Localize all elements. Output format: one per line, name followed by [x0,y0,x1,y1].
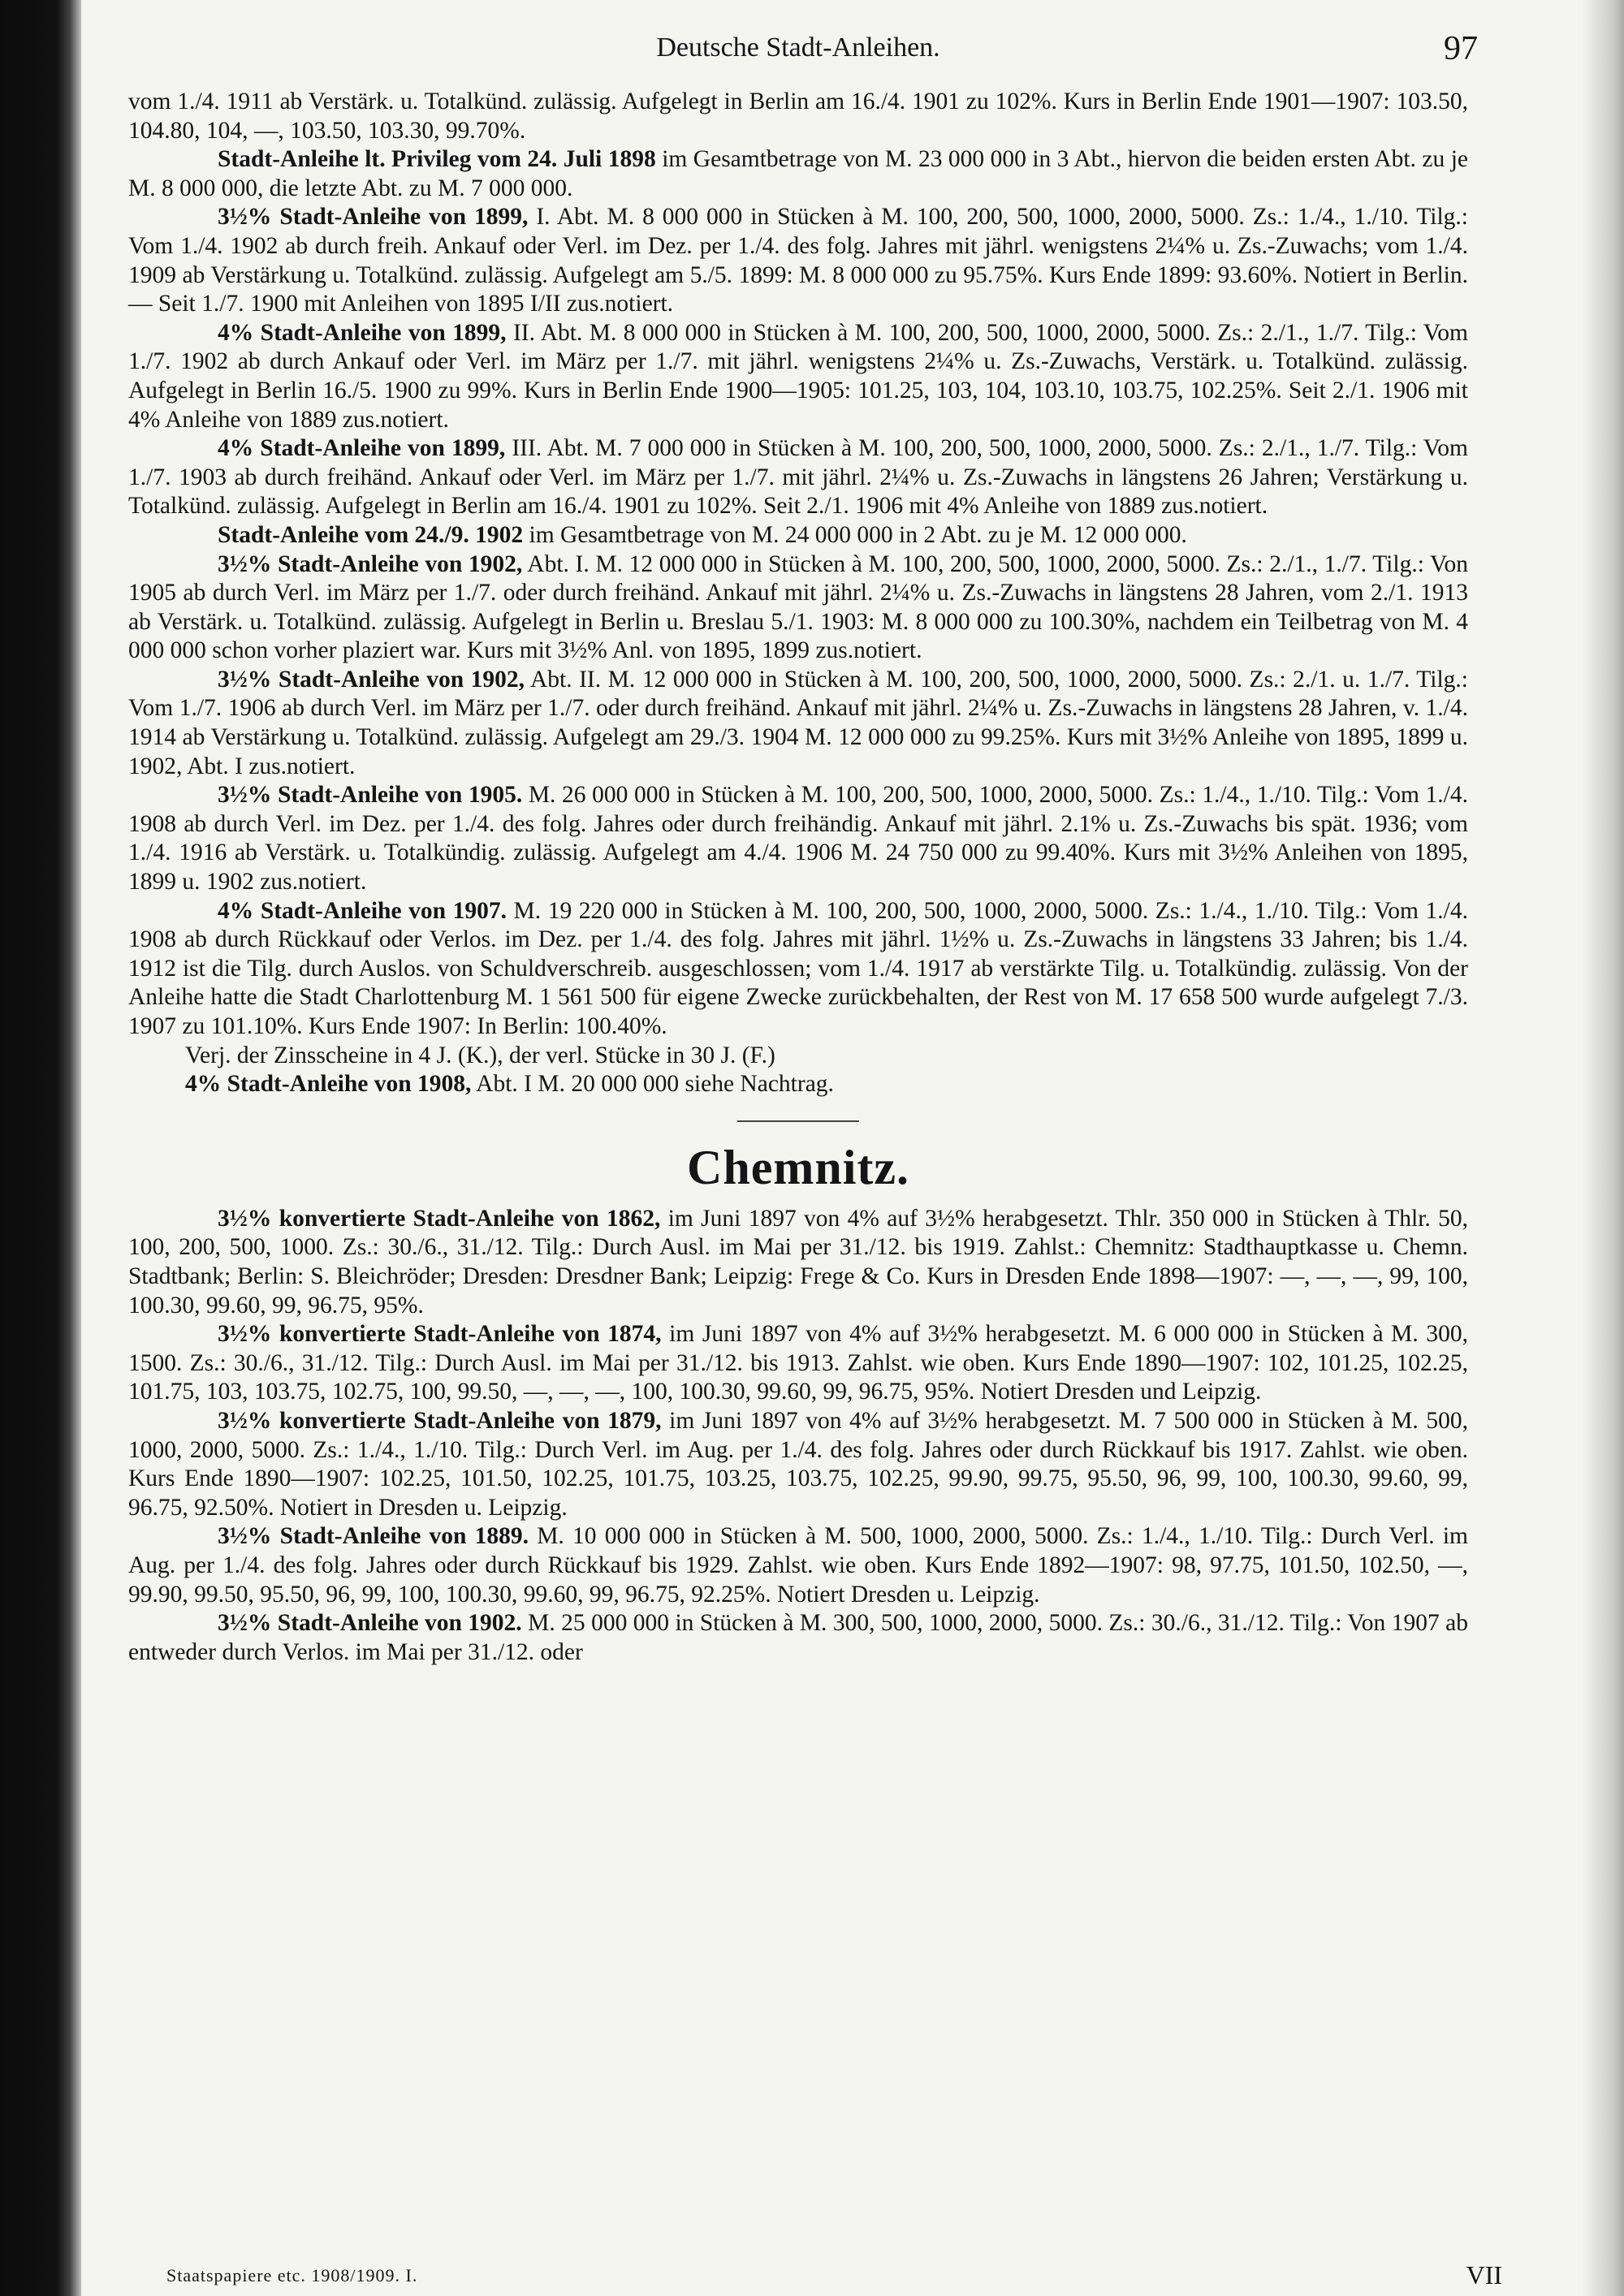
bond-text: im Juni 1897 von 4% auf 3½% herabgesetzt. M. 7 500 000 in Stücken à M. 500, 1000, 2000, 5000. Zs.: 1./4., 1./10. Tilg.: Durch Verl. im Aug. per 1./4. des folg. Jahres oder durch Rückkauf bis 1917. Zahlst. wie oben. Kurs Ende 1890—1907: 102.25, 101.50, 102.25, 101.75, 103.25, 103.75, 102.25, 99.90, 99.75, 95.50, 96, 99, 100, 100.30, 99.60, 99, 96.75, 92.50%. Notiert in Dresden u. Leipzig. [128,1407,1469,1521]
bond-title: 3½% Stadt-Anleihe von 1902, [218,666,525,693]
bond-text: im Juni 1897 von 4% auf 3½% herabgesetzt. M. 6 000 000 in Stücken à M. 300, 1500. Zs.: 30./6., 31./12. Tilg.: Durch Ausl. im Mai per 31./12. bis 1913. Zahlst. wie oben. Kurs Ende 1890—1907: 102, 101.25, 102.25, 101.75, 103, 103.75, 102.75, 100, 99.50, —, —, —, 100, 100.30, 99.60, 99, 96.75, 95%. Notiert Dresden und Leipzig. [128,1321,1469,1405]
bond-entry [128,521,1468,550]
bond-entry [128,666,1468,781]
bond-text: M. 19 220 000 in Stücken à M. 100, 200, 500, 1000, 2000, 5000. Zs.: 1./4., 1./10. Tilg.: Vom 1./4. 1908 ab durch Rückkauf oder Verlos. im Dez. per 1./4. des folg. Jahres mit jährl. 1½% u. Zs.-Zuwachs in längstens 33 Jahren; bis 1./4. 1912 ist die Tilg. durch Auslos. von Schuldverschreib. ausgeschlossen; vom 1./4. 1917 ab verstärkte Tilg. u. Totalkündig. zulässig. Von der Anleihe hatte die Stadt Charlottenburg M. 1 561 500 für eigene Zwecke zurückbehalten, der Rest von M. 17 658 500 wurde aufgelegt 7./3. 1907 zu 101.10%. Kurs Ende 1907: In Berlin: 100.40%. [128,897,1469,1039]
bond-text: III. Abt. M. 7 000 000 in Stücken à M. 100, 200, 500, 1000, 2000, 5000. Zs.: 2./1., 1./7. Tilg.: Vom 1./7. 1903 ab durch freihänd. Ankauf oder Verl. im März per 1./7. mit jährl. 2¼% u. Zs.-Zuwachs in längstens 26 Jahren; Verstärkung u. Totalkünd. zulässig. Aufgelegt in Berlin am 16./4. 1901 zu 102%. Seit 2./1. 1906 mit 4% Anleihe von 1889 zus.notiert. [128,435,1469,520]
bond-title: 3½% konvertierte Stadt-Anleihe von 1862, [218,1205,661,1232]
bond-text: II. Abt. M. 8 000 000 in Stücken à M. 100, 200, 500, 1000, 2000, 5000. Zs.: 2./1., 1./7. Tilg.: Vom 1./7. 1902 ab durch Ankauf oder Verl. im März per 1./7. mit jährl. wenigstens 2¼% u. Zs.-Zuwachs, Verstärk. u. Totalkünd. zulässig. Aufgelegt in Berlin 16./5. 1900 zu 99%. Kurs in Berlin Ende 1900—1905: 101.25, 103, 104, 103.10, 103.75, 102.25%. Seit 2./1. 1906 mit 4% Anleihe von 1889 zus.notiert. [128,319,1468,433]
bond-entry [128,550,1468,666]
bond-title: 3½% Stadt-Anleihe von 1889. [218,1523,529,1550]
bond-title: 3½% Stadt-Anleihe von 1902, [218,550,523,577]
page-edge-shadow [1582,0,1624,2296]
city-heading: Chemnitz. [687,1140,909,1194]
page-footer [166,2260,1502,2290]
bond-entry [128,897,1468,1042]
bond-entry [128,1609,1468,1667]
bond-text: Abt. I M. 20 000 000 siehe Nachtrag. [476,1071,834,1098]
bond-entry [128,1070,1468,1099]
bond-entry [128,145,1468,203]
sheet-mark: VII [1466,2260,1502,2290]
bond-text: im Juni 1897 von 4% auf 3½% herabgesetzt. Thlr. 350 000 in Stücken à Thlr. 50, 100, 200, 500, 1000. Zs.: 30./6., 31./12. Tilg.: Durch Ausl. im Mai per 31./12. bis 1919. Zahlst.: Chemnitz: Stadthauptkasse u. Chemn. Stadtbank; Berlin: S. Bleichröder; Dresden: Dresdner Bank; Leipzig: Frege & Co. Kurs in Dresden Ende 1898—1907: —, —, —, 99, 100, 100.30, 99.60, 99, 96.75, 95%. [128,1205,1469,1318]
bond-title: 4% Stadt-Anleihe von 1907. [218,897,507,924]
bond-title: 3½% konvertierte Stadt-Anleihe von 1874, [218,1321,662,1348]
book-binding-shadow [0,0,81,2296]
bond-entry [128,203,1468,318]
bond-title: 3½% Stadt-Anleihe von 1899, [218,204,529,231]
page-body [128,23,1478,1667]
bond-entry [128,1522,1468,1609]
bond-entry [128,319,1468,434]
running-title: Deutsche Stadt-Anleihen. [656,32,940,63]
section-divider [737,1120,859,1122]
bond-title: Stadt-Anleihe lt. Privileg vom 24. Juli 1898 [218,146,656,173]
bond-title: 4% Stadt-Anleihe von 1899, [218,435,506,462]
bond-text: I. Abt. M. 8 000 000 in Stücken à M. 100, 200, 500, 1000, 2000, 5000. Zs.: 1./4., 1./10. Tilg.: Vom 1./4. 1902 ab durch freih. Ankauf oder Verl. im Dez. per 1./4. des folg. Jahres mit jährl. wenigstens 2¼% u. Zs.-Zuwachs; vom 1./4. 1909 ab Verstärkung u. Totalkünd. zulässig. Aufgelegt am 5./5. 1899: M. 8 000 000 zu 95.75%. Kurs Ende 1899: 93.60%. Notiert in Berlin. — Seit 1./7. 1900 mit Anleihen von 1895 I/II zus.notiert. [128,204,1468,317]
bond-text: Abt. I. M. 12 000 000 in Stücken à M. 100, 200, 500, 1000, 2000, 5000. Zs.: 2./1., 1./7. Tilg.: Von 1905 ab durch Verl. im März per 1./7. oder durch freihänd. Ankauf mit jährl. 2¼% u. Zs.-Zuwachs in längstens 28 Jahren, vom 2./1. 1913 ab Verstärk. u. Totalkünd. zulässig. Aufgelegt in Berlin u. Breslau 5./1. 1903: M. 8 000 000 zu 100.30%, nachdem ein Teilbetrag von M. 4 000 000 schon vorher plaziert war. Kurs mit 3½% Anl. von 1895, 1899 zus.notiert. [128,550,1468,664]
bond-text: M. 10 000 000 in Stücken à M. 500, 1000, 2000, 5000. Zs.: 1./4., 1./10. Tilg.: Durch Verl. im Aug. per 1./4. des folg. Jahres oder durch Rückkauf bis 1929. Zahlst. wie oben. Kurs Ende 1892—1907: 98, 97.75, 101.50, 102.50, —, 99.90, 99.50, 95.50, 96, 99, 100, 100.30, 99.60, 99, 96.75, 92.25%. Notiert Dresden u. Leipzig. [128,1523,1468,1608]
running-header [128,23,1478,88]
bond-entry [128,1407,1468,1522]
bond-entry [128,1205,1468,1320]
bond-text: im Gesamtbetrage von M. 23 000 000 in 3 Abt., hiervon die beiden ersten Abt. zu je M. 8 000 000, die letzte Abt. zu M. 7 000 000. [128,146,1468,201]
continued-paragraph: vom 1./4. 1911 ab Verstärk. u. Totalkünd. zulässig. Aufgelegt in Berlin am 16./4. 1901 zu 102%. Kurs in Berlin Ende 1901—1907: 103.50, 104.80, 104, —, 103.50, 103.30, 99.70%. [128,88,1468,144]
page-number: 97 [1444,30,1478,67]
bond-text: M. 25 000 000 in Stücken à M. 300, 500, 1000, 2000, 5000. Zs.: 30./6., 31./12. Tilg.: Von 1907 ab entweder durch Verlos. im Mai per 31./12. oder [128,1610,1469,1665]
bond-entry [128,1320,1468,1407]
bond-title: 3½% Stadt-Anleihe von 1902. [218,1610,522,1637]
footer-signature: Staatspapiere etc. 1908/1909. I. [166,2265,418,2285]
bond-title: 4% Stadt-Anleihe von 1908, [185,1071,472,1098]
bond-title: 3½% Stadt-Anleihe von 1905. [218,782,523,809]
verjaehrung-note: Verj. der Zinsscheine in 4 J. (K.), der verl. Stücke in 30 J. (F.) [185,1042,775,1068]
bond-entry [128,434,1468,521]
bond-text: im Gesamtbetrage von M. 24 000 000 in 2 Abt. zu je M. 12 000 000. [529,521,1187,548]
bond-title: 3½% konvertierte Stadt-Anleihe von 1879, [218,1407,662,1434]
bond-text: M. 26 000 000 in Stücken à M. 100, 200, 500, 1000, 2000, 5000. Zs.: 1./4., 1./10. Tilg.: Vom 1./4. 1908 ab durch Verl. im Dez. per 1./4. des folg. Jahres oder durch freihändig. Ankauf mit jährl. 2.1% u. Zs.-Zuwachs bis spät. 1936; vom 1./4. 1916 ab Verstärk. u. Totalkündig. zulässig. Aufgelegt am 4./4. 1906 M. 24 750 000 zu 99.40%. Kurs mit 3½% Anleihen von 1895, 1899 u. 1902 zus.notiert. [128,782,1469,896]
bond-entry [128,781,1468,896]
bond-title: 4% Stadt-Anleihe von 1899, [218,319,507,346]
bond-text: Abt. II. M. 12 000 000 in Stücken à M. 100, 200, 500, 1000, 2000, 5000. Zs.: 2./1. u. 1./7. Tilg.: Vom 1./7. 1906 ab durch Verl. im März per 1./7. oder durch freihänd. Ankauf mit jährl. 2¼% u. Zs.-Zuwachs in längstens 28 Jahren, v. 1./4. 1914 ab Verstärkung u. Totalkünd. zulässig. Aufgelegt am 29./3. 1904 M. 12 000 000 zu 99.25%. Kurs mit 3½% Anleihe von 1895, 1899 u. 1902, Abt. I zus.notiert. [128,666,1468,779]
bond-title: Stadt-Anleihe vom 24./9. 1902 [218,521,524,548]
